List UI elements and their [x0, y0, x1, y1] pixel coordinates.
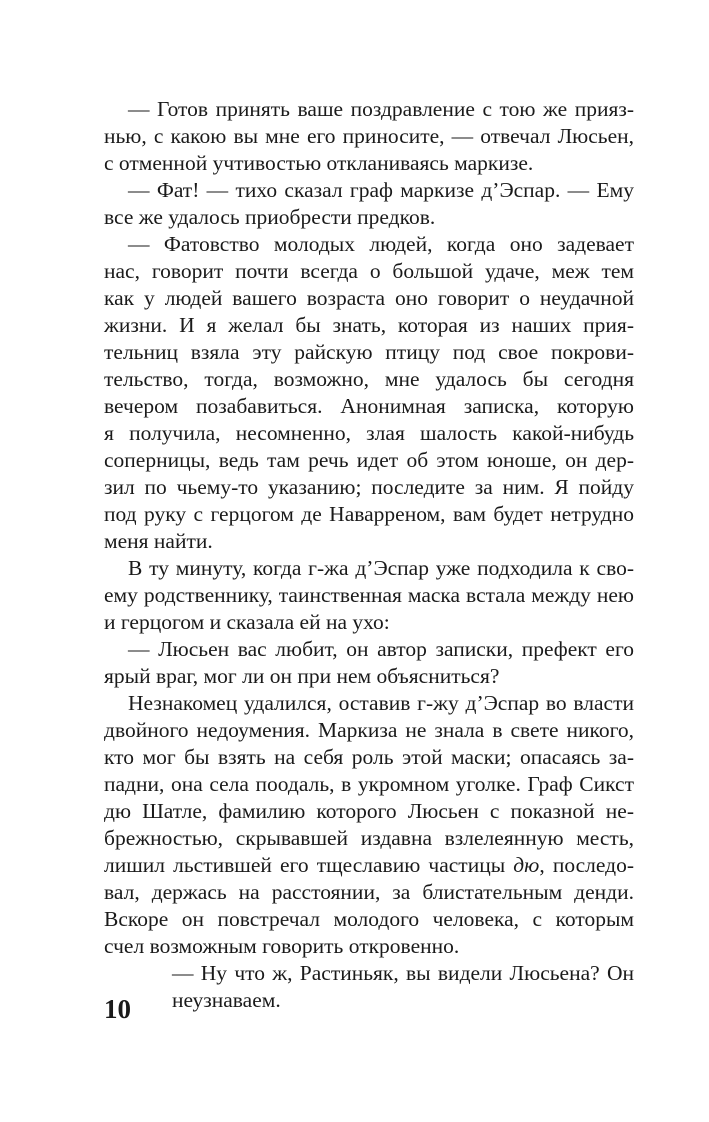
- text-line: и герцогом и сказала ей на ухо:: [104, 610, 390, 634]
- text-line: меня найти.: [104, 529, 213, 553]
- text-line: — Фатовство молодых людей, когда оно задевает: [128, 232, 634, 256]
- text-line: — Ну что ж, Растиньяк, вы видели Люсьена? Он: [172, 961, 634, 985]
- page-number: 10: [104, 994, 131, 1024]
- text-line: [104, 852, 634, 879]
- text-line: падни, она села поодаль, в укромном уголке. Граф Сикст: [104, 772, 634, 796]
- text-line: зил по чьему-то указанию; последите за ним. Я пойду: [104, 475, 634, 499]
- text-line: кто мог бы взять на себя роль этой маски; опасаясь за-: [104, 745, 634, 769]
- text-line: все же удалось приобрести предков.: [104, 205, 436, 229]
- text-line: жизни. И я желал бы знать, которая из наших прия-: [104, 313, 634, 337]
- text-line: с отменной учтивостью откланиваясь маркизе.: [104, 151, 534, 175]
- text-line: под руку с герцогом де Наварреном, вам будет нетрудно: [104, 502, 634, 526]
- text-line: тельство, тогда, возможно, мне удалось бы сегодня: [104, 367, 634, 391]
- text-line: ему родственнику, таинственная маска встала между нею: [104, 583, 634, 607]
- text-line: — Люсьен вас любит, он автор записки, префект его: [128, 637, 634, 661]
- text-segment: , последо-: [539, 853, 634, 877]
- text-segment: лишил льстившей его тщеславию частицы: [104, 853, 514, 877]
- page-text-block: [104, 96, 634, 1014]
- text-line: — Фат! — тихо сказал граф маркизе д’Эспар. — Ему: [128, 178, 634, 202]
- text-line: Вскоре он повстречал молодого человека, с которым: [104, 907, 634, 931]
- text-line: как у людей вашего возраста оно говорит о неудачной: [104, 286, 634, 310]
- text-line: нас, говорит почти всегда о большой удаче, меж тем: [104, 259, 634, 283]
- text-line: двойного недоумения. Маркиза не знала в свете никого,: [104, 718, 634, 742]
- text-line: неузнаваем.: [172, 988, 281, 1012]
- italic-particle: дю: [513, 853, 540, 877]
- text-line: тельниц взяла эту райскую птицу под свое покрови-: [104, 340, 634, 364]
- text-line: вал, держась на расстоянии, за блистательным денди.: [104, 880, 634, 904]
- text-line: дю Шатле, фамилию которого Люсьен с показной не-: [104, 799, 634, 823]
- text-line: соперницы, ведь там речь идет об этом юноше, он дер-: [104, 448, 634, 472]
- text-line: — Готов принять ваше поздравление с тою же прияз-: [128, 97, 634, 121]
- text-line: я получила, несомненно, злая шалость какой-нибудь: [104, 421, 634, 445]
- text-line: В ту минуту, когда г-жа д’Эспар уже подходила к сво-: [128, 556, 634, 580]
- text-line: вечером позабавиться. Анонимная записка, которую: [104, 394, 634, 418]
- text-line: ярый враг, мог ли он при нем объясниться?: [104, 664, 500, 688]
- text-line: брежностью, скрывавшей издавна взлелеянную месть,: [104, 826, 634, 850]
- text-line: счел возможным говорить откровенно.: [104, 934, 460, 958]
- text-line: Незнакомец удалился, оставив г-жу д’Эспар во власти: [128, 691, 634, 715]
- text-line: нью, с какою вы мне его приносите, — отвечал Люсьен,: [104, 124, 634, 148]
